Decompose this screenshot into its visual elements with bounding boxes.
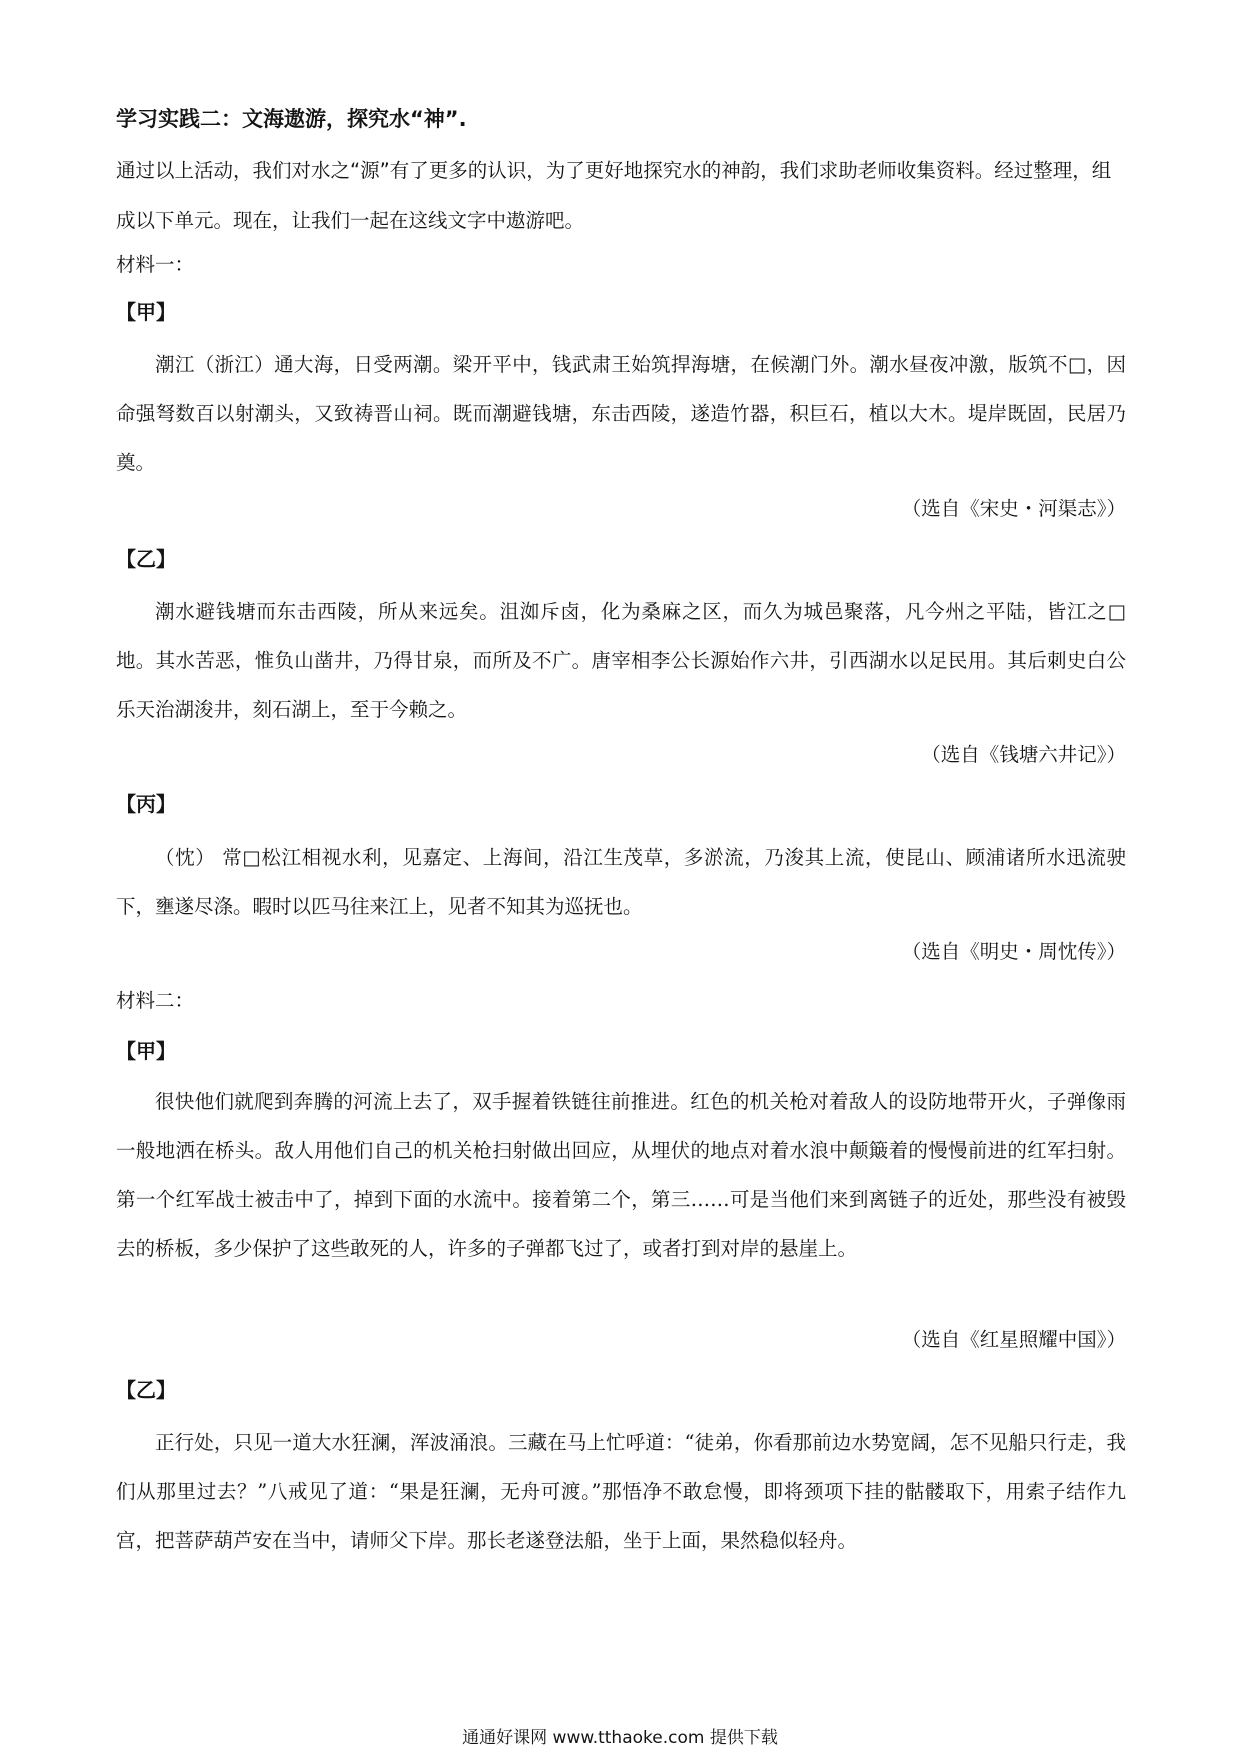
material-two-jia-label: 【甲】 xyxy=(116,1039,176,1063)
material-two-yi-passage: 正行处，只见一道大水狂澜，浑波涌浪。三藏在马上忙呼道：“徒弟，你看那前边水势宽阔，怎不见船只行走，我们从那里过去？”八戒见了道：“果是狂澜，无舟可渡。”那悟净不敢怠慢，即将颈项下挂的骷髅取下，用索子结作九宫，把菩萨葫芦安在当中，请师父下岸。那长老遂登法船，坐于上面，果然稳似轻舟。 xyxy=(116,1431,1126,1552)
material-two-label: 材料二： xyxy=(116,989,195,1012)
material-one-yi-passage: 潮水避钱塘而东击西陵，所从来远矣。沮洳斥卤，化为桑麻之区，而久为城邑聚落，凡今州之平陆，皆江之□地。其水苦恶，惟负山凿井，乃得甘泉，而所及不广。唐宰相李公长源始作六井，引西湖水以足民用。其后刺史白公乐天治湖浚井，刻石湖上，至于今赖之。 xyxy=(116,600,1126,721)
material-one-label: 材料一： xyxy=(116,253,195,276)
material-one-jia-label: 【甲】 xyxy=(116,300,176,324)
intro-paragraph: 通过以上活动，我们对水之“源”有了更多的认识，为了更好地探究水的神韵，我们求助老师收集资料。经过整理，组成以下单元。现在，让我们一起在这线文字中遨游吧。 xyxy=(116,159,1112,232)
material-one-bing-label: 【丙】 xyxy=(116,792,176,816)
material-one-yi-label: 【乙】 xyxy=(116,547,176,571)
material-two-jia-source: （选自《红星照耀中国》） xyxy=(901,1328,1126,1351)
material-one-jia-source: （选自《宋史・河渠志》） xyxy=(901,497,1126,520)
material-one-jia-passage: 潮江（浙江）通大海，日受两潮。梁开平中，钱武肃王始筑捍海塘，在候潮门外。潮水昼夜冲激，版筑不□，因命强弩数百以射潮头，又致祷晋山祠。既而潮避钱塘，东击西陵，遂造竹器，积巨石，植以大木。堤岸既固，民居乃奠。 xyxy=(116,353,1126,474)
page-footer: 通通好课网 www.tthaoke.com 提供下载 xyxy=(462,1728,778,1748)
material-one-yi-source: （选自《钱塘六井记》） xyxy=(921,743,1126,766)
material-one-bing-passage: （忱） 常□松江相视水利，见嘉定、上海间，沿江生茂草，多淤流，乃浚其上流，使昆山、顾浦诸所水迅流驶下，壅遂尽涤。暇时以匹马往来江上，见者不知其为巡抚也。 xyxy=(116,846,1126,918)
material-one-bing-source: （选自《明史・周忱传》） xyxy=(901,940,1126,963)
section-heading: 学习实践二：文海遨游，探究水“神”. xyxy=(116,107,467,131)
material-two-jia-passage: 很快他们就爬到奔腾的河流上去了，双手握着铁链往前推进。红色的机关枪对着敌人的设防地带开火，子弹像雨一般地洒在桥头。敌人用他们自己的机关枪扫射做出回应，从埋伏的地点对着水浪中颠簸着的慢慢前进的红军扫射。第一个红军战士被击中了，掉到下面的水流中。接着第二个，第三……可是当他们来到离链子的近处，那些没有被毁去的桥板，多少保护了这些敢死的人，许多的子弹都飞过了，或者打到对岸的悬崖上。 xyxy=(116,1090,1126,1260)
material-two-yi-label: 【乙】 xyxy=(116,1378,176,1402)
